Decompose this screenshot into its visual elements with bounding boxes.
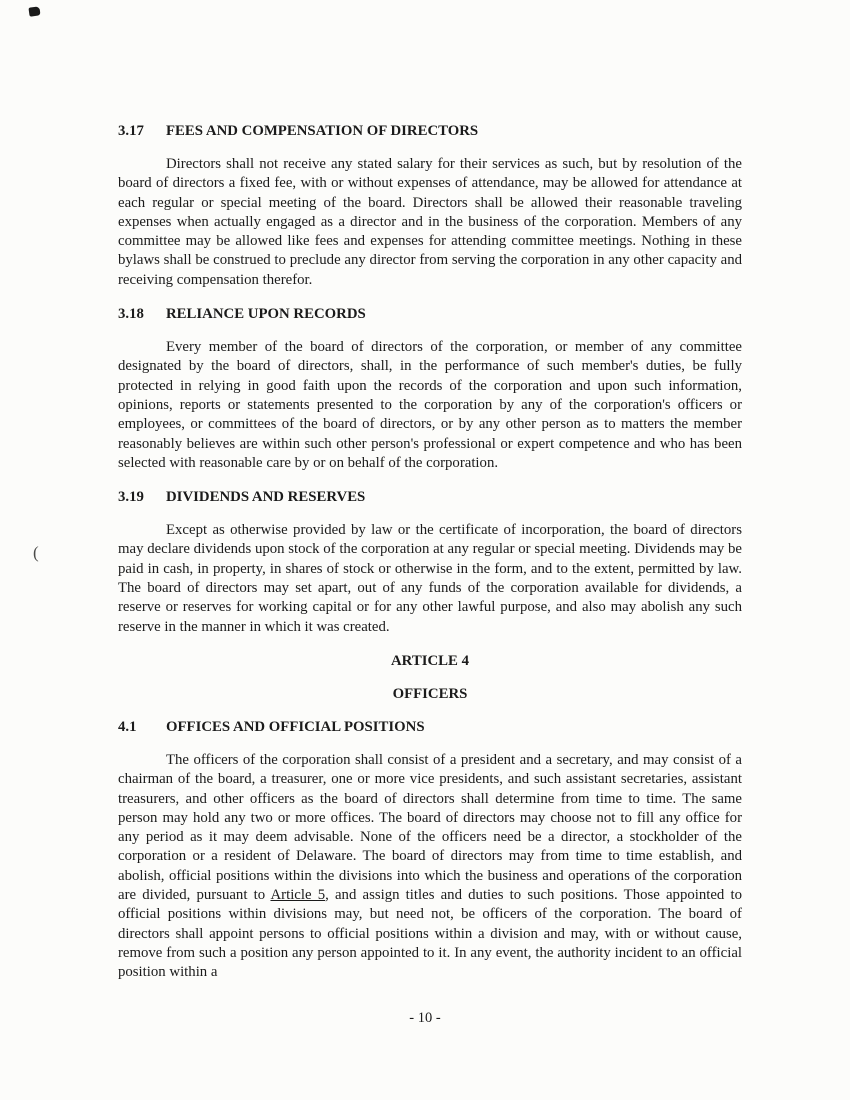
section-number: 3.17 xyxy=(118,123,144,139)
section-title: FEES AND COMPENSATION OF DIRECTORS xyxy=(166,123,479,139)
section-title: DIVIDENDS AND RESERVES xyxy=(166,489,366,506)
section-paragraph-4-1 xyxy=(118,751,742,983)
section-heading-3-18 xyxy=(118,305,742,324)
section-number: 3.19 xyxy=(118,489,144,506)
section-paragraph-3-17: Directors shall not receive any stated salary for their services as such, but by resolution of the board of directors a fixed fee, with or without expenses of attendance, may be allowed for attendance at each regular or special meeting of the board. Directors shall be allowed their reasonable traveling expenses when actually engaged as a director and in the business of the corporation. Members of any committee may be allowed like fees and expenses for attending committee meetings. Nothing in these bylaws shall be construed to preclude any director from serving the corporation in any other capacity and receiving compensation therefor. xyxy=(118,156,742,288)
paragraph-text-before: The officers of the corporation shall consist of a president and a secretary, and may consist of a chairman of the board, a treasurer, one or more vice presidents, and such assistant secretaries, assistant treasurers, and other officers as the board of directors shall determine from time to time. The same person may hold any two or more offices. The board of directors may choose not to fill any office for any period as it may deem advisable. None of the officers need be a director, a stockholder of the corporation or a resident of Delaware. The board of directors may from time to time establish, and abolish, official positions within the divisions into which the business and operations of the corporation are divided, pursuant to xyxy=(118,751,742,904)
article-heading: ARTICLE 4 xyxy=(390,652,469,669)
section-title: RELIANCE UPON RECORDS xyxy=(166,306,366,323)
article-subheading: OFFICERS xyxy=(392,685,468,702)
section-title: OFFICES AND OFFICIAL POSITIONS xyxy=(166,718,425,735)
paragraph-text-after: , and assign titles and duties to such positions. Those appointed to official positions within divisions may, but need not, be officers of the corporation. The board of directors shall appoint persons to official positions within a division and may, with or without cause, remove from such a position any person appointed to it. In any event, the authority incident to an official position within a xyxy=(118,887,743,981)
section-heading-3-17 xyxy=(118,122,742,141)
section-paragraph-3-18: Every member of the board of directors of the corporation, or member of any committee designated by the board of directors, shall, in the performance of such member's duties, be fully protected in relying in good faith upon the records of the corporation and upon such information, opinions, reports or statements presented to the corporation by any of the corporation's officers or employees, or committees of the board of directors, or by any other person as to matters the member reasonably believes are within such other person's professional or expert competence and who has been selected with reasonable care by or on behalf of the corporation. xyxy=(118,339,742,471)
section-number: 3.18 xyxy=(118,306,144,323)
scan-artifact-corner-mark xyxy=(28,6,40,16)
section-number: 4.1 xyxy=(118,718,137,735)
page-number: - 10 - xyxy=(409,1010,441,1026)
section-heading-4-1 xyxy=(118,718,742,737)
article-5-reference: Article 5 xyxy=(270,887,326,904)
section-paragraph-3-19: Except as otherwise provided by law or the certificate of incorporation, the board of directors may declare dividends upon stock of the corporation at any regular or special meeting. Dividends may be paid in cash, in property, in shares of stock or otherwise in the form, and to the extent, permitted by law. The board of directors may set apart, out of any funds of the corporation available for dividends, a reserve or reserves for working capital or for any other lawful purpose, and also may abolish any such reserve in the manner in which it was created. xyxy=(118,522,742,635)
document-body xyxy=(118,118,742,998)
section-heading-3-19 xyxy=(118,488,742,507)
scan-artifact-paren: ( xyxy=(33,543,39,562)
